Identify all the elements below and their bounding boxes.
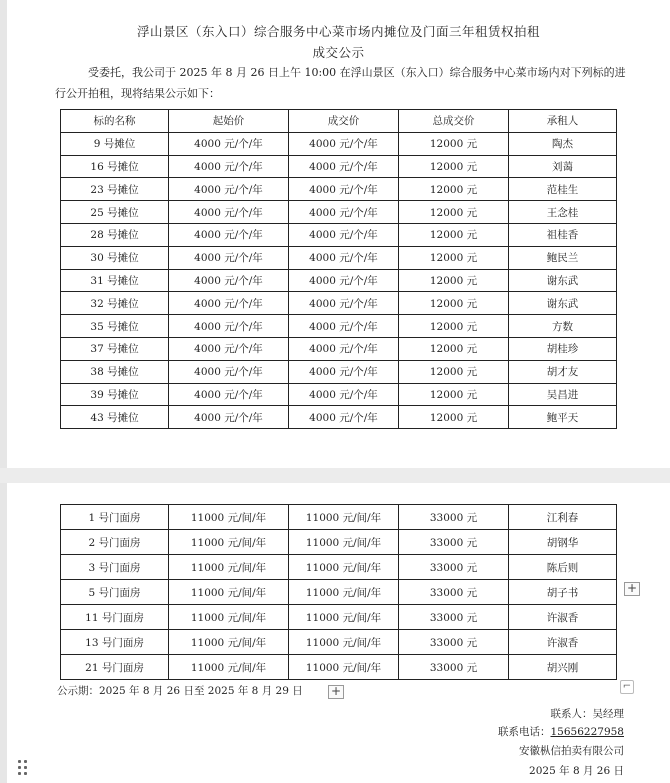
cell-total-price: 12000 元 xyxy=(399,132,509,155)
cell-deal-price: 11000 元/间/年 xyxy=(289,605,399,630)
cell-lessee: 祖桂香 xyxy=(509,223,617,246)
cell-lessee: 谢东武 xyxy=(509,269,617,292)
cell-start-price: 4000 元/个/年 xyxy=(169,155,289,178)
cell-deal-price: 4000 元/个/年 xyxy=(289,292,399,315)
cell-total-price: 12000 元 xyxy=(399,360,509,383)
cell-deal-price: 11000 元/间/年 xyxy=(289,655,399,680)
cell-start-price: 4000 元/个/年 xyxy=(169,269,289,292)
cell-deal-price: 4000 元/个/年 xyxy=(289,360,399,383)
cell-total-price: 12000 元 xyxy=(399,223,509,246)
drag-handle-icon[interactable] xyxy=(18,758,32,778)
table-row xyxy=(61,406,617,429)
cell-deal-price: 4000 元/个/年 xyxy=(289,155,399,178)
table-row xyxy=(61,505,617,530)
cell-start-price: 4000 元/个/年 xyxy=(169,132,289,155)
add-row-button[interactable] xyxy=(328,685,344,699)
cell-item: 23 号摊位 xyxy=(61,178,169,201)
cell-item: 30 号摊位 xyxy=(61,246,169,269)
window-left-edge xyxy=(0,0,7,783)
header-total-price: 总成交价 xyxy=(399,110,509,133)
cell-total-price: 12000 元 xyxy=(399,337,509,360)
cell-deal-price: 4000 元/个/年 xyxy=(289,383,399,406)
page-separator xyxy=(0,468,670,483)
cell-deal-price: 4000 元/个/年 xyxy=(289,132,399,155)
cell-lessee: 胡才友 xyxy=(509,360,617,383)
cell-item: 38 号摊位 xyxy=(61,360,169,383)
add-column-button[interactable] xyxy=(624,582,640,596)
cell-total-price: 12000 元 xyxy=(399,383,509,406)
cell-deal-price: 4000 元/个/年 xyxy=(289,201,399,224)
shopfront-results-table xyxy=(60,504,617,680)
cell-deal-price: 11000 元/间/年 xyxy=(289,505,399,530)
table-row xyxy=(61,555,617,580)
table-row xyxy=(61,315,617,338)
cell-lessee: 胡钢华 xyxy=(509,530,617,555)
table-header-row xyxy=(61,110,617,133)
stall-rows xyxy=(61,132,617,428)
document-title: 浮山景区（东入口）综合服务中心菜市场内摊位及门面三年租赁权拍租 xyxy=(136,24,540,39)
table-row xyxy=(61,605,617,630)
cell-deal-price: 4000 元/个/年 xyxy=(289,406,399,429)
cell-total-price: 12000 元 xyxy=(399,269,509,292)
cell-start-price: 4000 元/个/年 xyxy=(169,246,289,269)
cell-lessee: 方数 xyxy=(509,315,617,338)
cell-deal-price: 4000 元/个/年 xyxy=(289,337,399,360)
table-row xyxy=(61,246,617,269)
header-start-price: 起始价 xyxy=(169,110,289,133)
table-row xyxy=(61,178,617,201)
cell-deal-price: 4000 元/个/年 xyxy=(289,178,399,201)
cell-total-price: 12000 元 xyxy=(399,292,509,315)
table-row xyxy=(61,132,617,155)
cell-start-price: 11000 元/间/年 xyxy=(169,655,289,680)
cell-lessee: 许淑香 xyxy=(509,605,617,630)
plus-icon: + xyxy=(626,581,638,595)
table-row xyxy=(61,223,617,246)
cell-start-price: 11000 元/间/年 xyxy=(169,630,289,655)
notice-period: 公示期：2025 年 8 月 26 日至 2025 年 8 月 29 日 xyxy=(57,685,303,697)
cell-item: 2 号门面房 xyxy=(61,530,169,555)
cell-item: 31 号摊位 xyxy=(61,269,169,292)
cell-item: 39 号摊位 xyxy=(61,383,169,406)
contact-phone-label: 联系电话： xyxy=(498,726,551,738)
cell-start-price: 11000 元/间/年 xyxy=(169,605,289,630)
cell-total-price: 12000 元 xyxy=(399,406,509,429)
table-row xyxy=(61,269,617,292)
company-name: 安徽枞信拍卖有限公司 xyxy=(519,745,624,757)
document-page-2 xyxy=(7,483,670,783)
cell-start-price: 4000 元/个/年 xyxy=(169,223,289,246)
cell-total-price: 33000 元 xyxy=(399,605,509,630)
table-row xyxy=(61,292,617,315)
cell-lessee: 胡桂珍 xyxy=(509,337,617,360)
cell-item: 32 号摊位 xyxy=(61,292,169,315)
cell-lessee: 鲍民兰 xyxy=(509,246,617,269)
cell-lessee: 陈后则 xyxy=(509,555,617,580)
cell-item: 3 号门面房 xyxy=(61,555,169,580)
cell-total-price: 12000 元 xyxy=(399,201,509,224)
cell-item: 43 号摊位 xyxy=(61,406,169,429)
header-lessee: 承租人 xyxy=(509,110,617,133)
cell-start-price: 11000 元/间/年 xyxy=(169,580,289,605)
shopfront-rows xyxy=(61,505,617,680)
table-resize-icon: ⌐ xyxy=(622,681,632,692)
cell-start-price: 4000 元/个/年 xyxy=(169,337,289,360)
contact-person: 联系人：吴经理 xyxy=(550,708,624,720)
cell-lessee: 江利春 xyxy=(509,505,617,530)
cell-lessee: 刘蔼 xyxy=(509,155,617,178)
cell-item: 16 号摊位 xyxy=(61,155,169,178)
cell-start-price: 4000 元/个/年 xyxy=(169,360,289,383)
cell-lessee: 胡子书 xyxy=(509,580,617,605)
table-row xyxy=(61,655,617,680)
table-row xyxy=(61,530,617,555)
cell-total-price: 33000 元 xyxy=(399,655,509,680)
cell-deal-price: 4000 元/个/年 xyxy=(289,315,399,338)
cell-total-price: 33000 元 xyxy=(399,530,509,555)
cell-start-price: 4000 元/个/年 xyxy=(169,383,289,406)
cell-item: 13 号门面房 xyxy=(61,630,169,655)
cell-deal-price: 11000 元/间/年 xyxy=(289,530,399,555)
cell-item: 21 号门面房 xyxy=(61,655,169,680)
table-row xyxy=(61,201,617,224)
cell-deal-price: 11000 元/间/年 xyxy=(289,630,399,655)
cell-lessee: 王念桂 xyxy=(509,201,617,224)
cell-start-price: 4000 元/个/年 xyxy=(169,406,289,429)
contact-phone-line xyxy=(498,724,624,739)
cell-item: 1 号门面房 xyxy=(61,505,169,530)
cell-start-price: 11000 元/间/年 xyxy=(169,530,289,555)
cell-start-price: 11000 元/间/年 xyxy=(169,505,289,530)
cell-lessee: 胡兴刚 xyxy=(509,655,617,680)
cell-total-price: 12000 元 xyxy=(399,155,509,178)
contact-phone-number: 15656227958 xyxy=(550,726,624,738)
cell-deal-price: 4000 元/个/年 xyxy=(289,223,399,246)
cell-deal-price: 11000 元/间/年 xyxy=(289,555,399,580)
document-subtitle: 成交公示 xyxy=(312,45,365,60)
cell-start-price: 4000 元/个/年 xyxy=(169,178,289,201)
cell-item: 9 号摊位 xyxy=(61,132,169,155)
cell-item: 35 号摊位 xyxy=(61,315,169,338)
cell-total-price: 33000 元 xyxy=(399,580,509,605)
table-row xyxy=(61,630,617,655)
cell-item: 11 号门面房 xyxy=(61,605,169,630)
table-row xyxy=(61,337,617,360)
cell-total-price: 12000 元 xyxy=(399,178,509,201)
cell-lessee: 鲍平天 xyxy=(509,406,617,429)
cell-deal-price: 11000 元/间/年 xyxy=(289,580,399,605)
cell-total-price: 33000 元 xyxy=(399,505,509,530)
cell-start-price: 11000 元/间/年 xyxy=(169,555,289,580)
cell-item: 5 号门面房 xyxy=(61,580,169,605)
plus-icon: + xyxy=(330,684,342,698)
cell-item: 28 号摊位 xyxy=(61,223,169,246)
cell-deal-price: 4000 元/个/年 xyxy=(289,246,399,269)
cell-total-price: 12000 元 xyxy=(399,246,509,269)
cell-total-price: 12000 元 xyxy=(399,315,509,338)
cell-total-price: 33000 元 xyxy=(399,630,509,655)
cell-deal-price: 4000 元/个/年 xyxy=(289,269,399,292)
table-row xyxy=(61,580,617,605)
cell-total-price: 33000 元 xyxy=(399,555,509,580)
table-row xyxy=(61,155,617,178)
cell-item: 25 号摊位 xyxy=(61,201,169,224)
intro-paragraph: 受委托，我公司于 2025 年 8 月 26 日上午 10:00 在浮山景区（东入口）综合服务中心菜市场内对下列标的进行公开拍租，现将结果公示如下： xyxy=(55,66,626,100)
stall-results-table xyxy=(60,109,617,429)
cell-item: 37 号摊位 xyxy=(61,337,169,360)
table-row xyxy=(61,383,617,406)
cell-lessee: 吴昌进 xyxy=(509,383,617,406)
header-item: 标的名称 xyxy=(61,110,169,133)
cell-lessee: 许淑香 xyxy=(509,630,617,655)
cell-lessee: 陶杰 xyxy=(509,132,617,155)
announcement-date: 2025 年 8 月 26 日 xyxy=(529,765,624,777)
cell-start-price: 4000 元/个/年 xyxy=(169,201,289,224)
cell-lessee: 谢东武 xyxy=(509,292,617,315)
header-deal-price: 成交价 xyxy=(289,110,399,133)
cell-start-price: 4000 元/个/年 xyxy=(169,292,289,315)
cell-lessee: 范桂生 xyxy=(509,178,617,201)
table-row xyxy=(61,360,617,383)
table-resize-handle[interactable] xyxy=(620,680,634,694)
document-page-1 xyxy=(7,0,670,468)
cell-start-price: 4000 元/个/年 xyxy=(169,315,289,338)
